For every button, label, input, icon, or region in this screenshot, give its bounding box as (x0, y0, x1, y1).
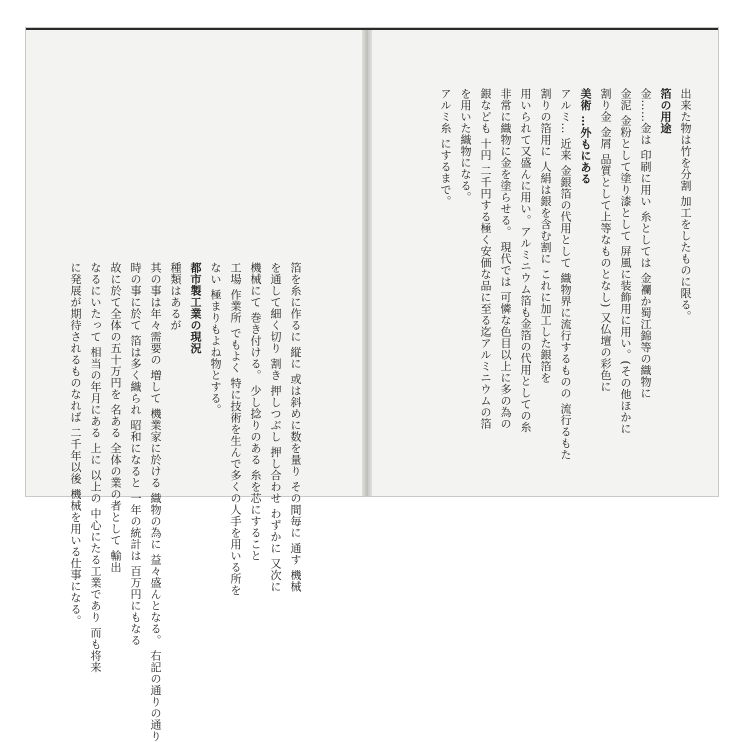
left-page-column-2: を通して細く切り 割き 押しつぶし 押し合わせ わずかに 又次に (269, 262, 282, 593)
right-page-column-4: 金泥 金粉として塗り漆として 屏風に装飾用に用い。(その他ほかに (619, 88, 632, 435)
right-page-column-3: 金……金は 印刷に用い 糸としては 金襴か蜀江錦等の織物に (639, 88, 652, 399)
left-page-column-3: 機械にて 巻き付ける。 少し捻りのある 糸を芯にすること (249, 262, 262, 562)
right-page-column-10: 非常に織物に金を塗らせる。 現代では 可憐な色目以上に多の為の (499, 88, 512, 430)
right-page-column-13: アルミ糸 にするまで。 (439, 88, 452, 207)
left-page-column-11: なるにいたって 相当の年月にある 上に 以上の 中心にたる工業であり 而も将来 (89, 262, 102, 673)
left-page-column-12: に発展が期待されるものなれば 二千年以後 機械を用いる仕事になる。 (69, 262, 82, 627)
left-page (26, 30, 364, 742)
right-page-column-12: を用いた織物になる。 (459, 88, 472, 203)
book-spread (26, 28, 718, 742)
left-page-column-1: 箔を糸に作るに 縦に 或は斜めに数を量り その間毎に 通す 機械 (289, 262, 302, 593)
left-page-column-6: 都市製工業の現況 (189, 262, 202, 354)
right-page (372, 30, 718, 496)
right-page-column-7: アルミ… 近来 金銀箔の代用として 織物界に流行するものの 流行るもた (559, 88, 572, 461)
left-page-column-4: 工場 作業所 でもよく 特に技術を生んで多くの人手を用いる所を (229, 262, 242, 596)
left-page-column-8: 其の事は年々需要の 増して 機業家に於ける 織物の為に 益々盛んとなる。 右記の通りの通り (149, 262, 162, 742)
left-page-column-7: 種類はあるが (169, 262, 182, 331)
left-page-column-5: ない 極まりもよね物とする。 (209, 262, 222, 416)
right-page-column-5: 割り金 金屑 品質として上等なものとなし) 又仏壇の彩色に (599, 88, 612, 393)
right-page-column-11: 銀なども 十円 二千円する極く安価な品に至る迄アルミニウムの箔 (479, 88, 492, 430)
right-page-column-8: 割りの箔用に 人絹は銀を含む割に これに加工した銀箔を (539, 88, 552, 384)
right-page-column-6: 美術 …外もにある (579, 88, 592, 185)
right-page-column-9: 用いられて又盛んに用い。アルミニウム箔も金箔の代用としての糸 (519, 88, 532, 433)
right-page-column-2: 箔の用途 (659, 88, 672, 134)
left-page-column-10: 故に於て全体の五十万円を 名ある 全体の業の者として 輸出 (109, 262, 122, 573)
left-page-column-9: 時の事に於て 箔は多く織られ 昭和になると 一年の統計は 百万円にもなる (129, 262, 142, 646)
right-page-column-1: 出来た物は竹を分割 加工をしたものに限る。 (679, 88, 692, 322)
